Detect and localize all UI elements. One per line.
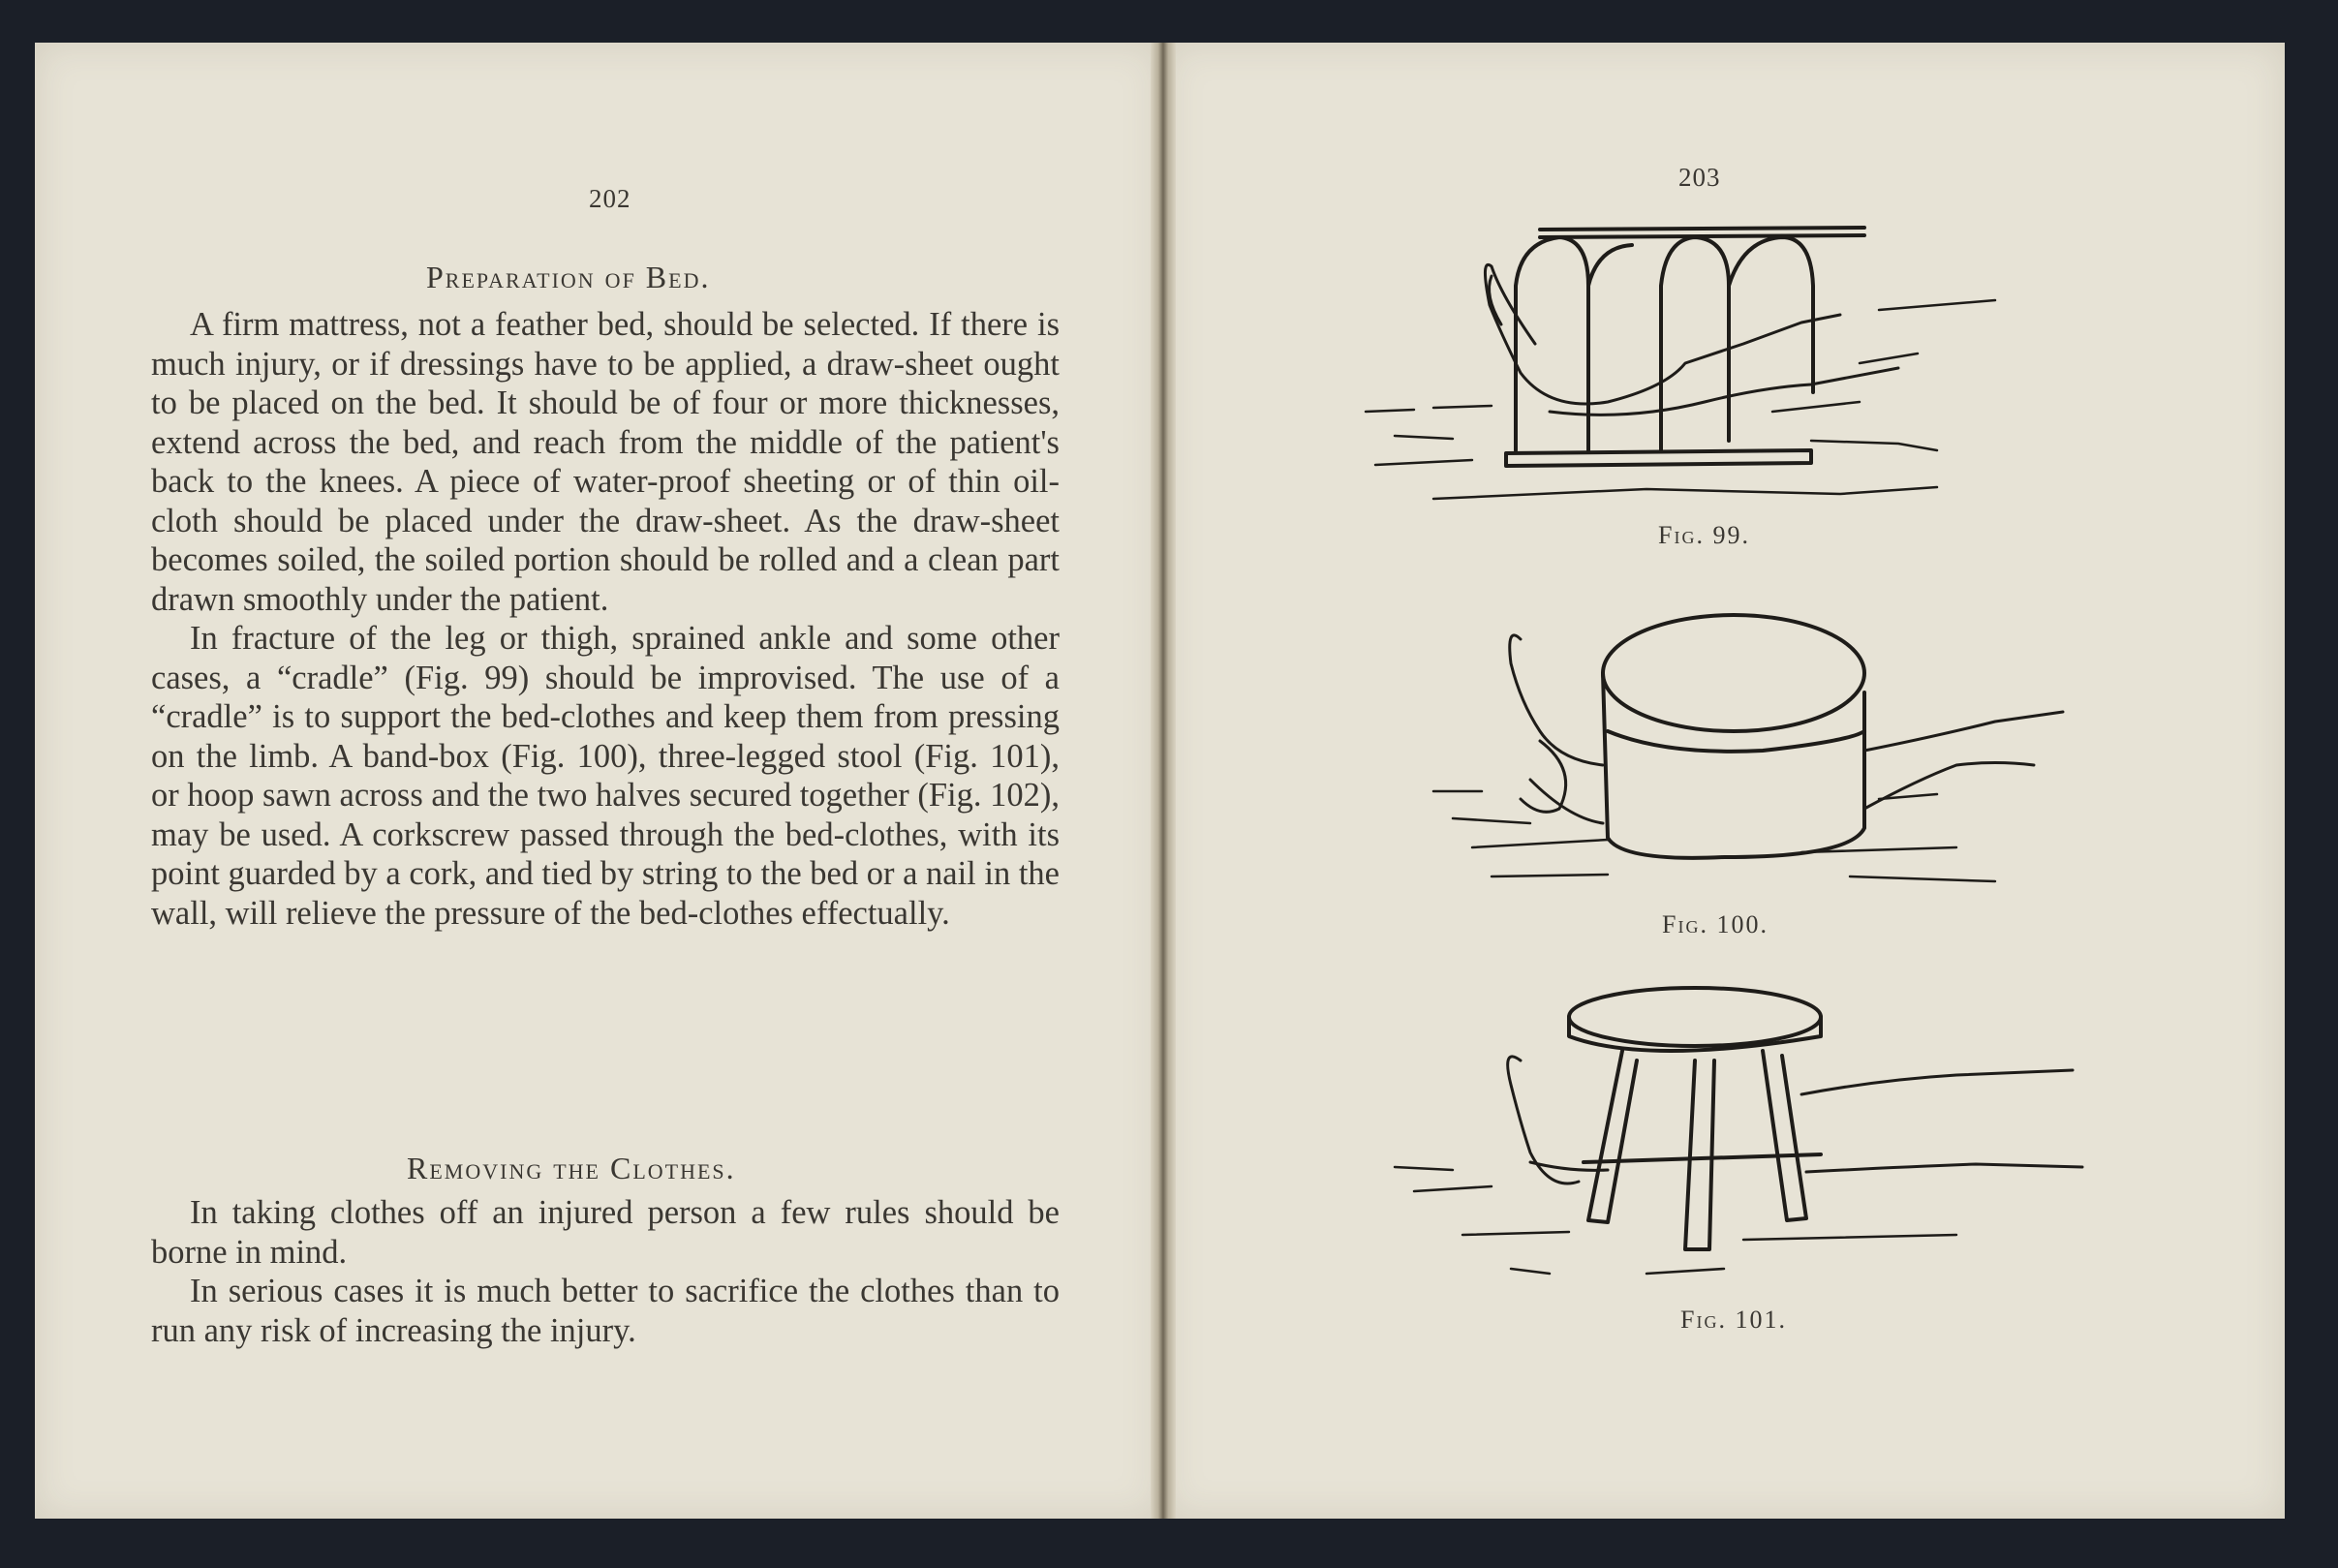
- figure-cradle-illustration: [1356, 218, 2131, 518]
- section-title-removing: Removing the Clothes.: [407, 1151, 736, 1185]
- paragraph: In fracture of the leg or thigh, sprained ankle and some other cases, a “cradle” (Fig. 99) should be improvised. The use of a “cradle” is to support the bed-clothes and keep them from pressing on the limb. A band-box (Fig. 100), three-legged stool (Fig. 101), or hoop sawn across and the two halves secured together (Fig. 102), may be used. A corkscrew passed through the bed-clothes, with its point guarded by a cork, and tied by string to the bed or a nail in the wall, will relieve the pressure of the bed-clothes effectually.: [151, 620, 1060, 932]
- figure-stool-illustration: [1375, 978, 2111, 1288]
- section-body-removing: [151, 1193, 1060, 1350]
- book-gutter: [1151, 43, 1176, 1519]
- page-number-right: 203: [1678, 163, 1721, 192]
- section-body-preparation: [151, 305, 1060, 933]
- caption-fig-99: Fig. 99.: [1658, 521, 1750, 549]
- page-number-left: 202: [589, 184, 631, 213]
- paragraph: In taking clothes off an injured person a few rules should be borne in mind.: [151, 1194, 1060, 1271]
- figure-bandbox-illustration: [1414, 586, 2092, 896]
- section-title-preparation: Preparation of Bed.: [426, 260, 711, 294]
- paragraph: A firm mattress, not a feather bed, should be selected. If there is much injury, or if dressings have to be applied, a draw-sheet ought to be placed on the bed. It should be of four or more thicknesses, extend across the bed, and reach from the middle of the patient's back to the knees. A piece of water-proof sheeting or of thin oil-cloth should be placed under the draw-sheet. As the draw-sheet becomes soiled, the soiled portion should be rolled and a clean part drawn smoothly under the patient.: [151, 306, 1060, 618]
- caption-fig-101: Fig. 101.: [1680, 1306, 1787, 1334]
- paragraph: In serious cases it is much better to sacrifice the clothes than to run any risk of increasing the injury.: [151, 1273, 1060, 1349]
- caption-fig-100: Fig. 100.: [1662, 910, 1769, 938]
